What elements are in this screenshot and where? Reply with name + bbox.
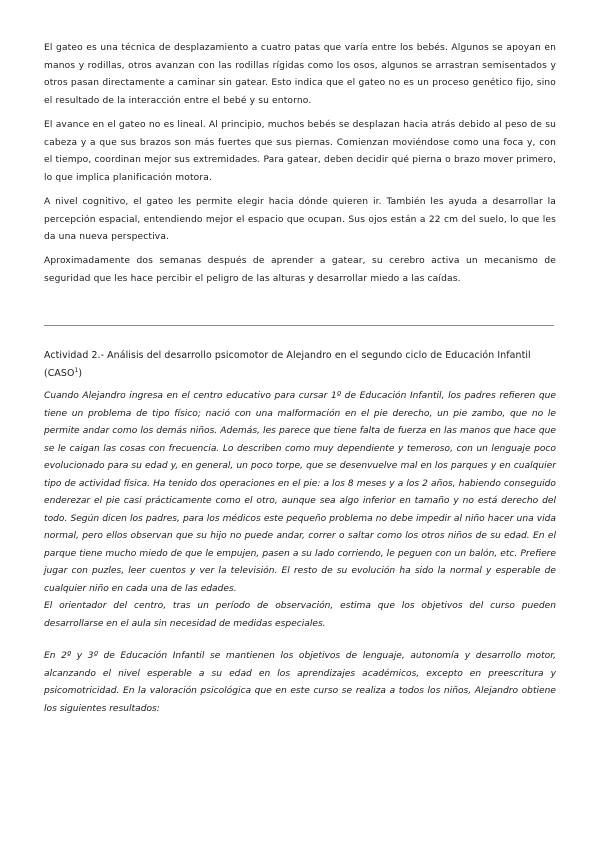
paragraph-gateo-seguridad: Aproximadamente dos semanas después de aprender a gatear, su cerebro activa un mecanismo de seguridad que les hace percibir el peligro de las alturas y desarrollar miedo a las caídas.	[44, 256, 556, 284]
activity-title-end: )	[78, 367, 83, 379]
activity-title: Actividad 2.- Análisis del desarrollo psicomotor de Alejandro en el segundo ciclo de Educación Infantil (CASO	[44, 350, 531, 379]
case-paragraph-description: Cuando Alejandro ingresa en el centro educativo para cursar 1º de Educación Infantil, los padres refieren que tiene un problema de tipo físico; nació con una malformación en el pie derecho, un pie zambo, que no le permite andar como los demás niños. Además, les parece que tiene falta de fuerza en las manos que hace que se le caigan las cosas con frecuencia. Lo describen como muy dependiente y temeroso, con un lenguaje poco evolucionado para su edad y, en general, un poco torpe, que se desenvuelve mal en los parques y en cualquier tipo de actividad física. Ha tenido dos operaciones en el pie: a los 8 meses y a los 2 años, habiendo conseguido enderezar el pie casi prácticamente como el otro, aunque sea algo inferior en tamaño y no está derecho del todo. Según dicen los padres, para los médicos este pequeño problema no debe impedir al niño hacer una vida normal, pero ellos observan que su hijo no puede andar, correr o saltar como los otros niños de su edad. En el parque tiene mucho miedo de que le empujen, pasen a su lado corriendo, le peguen con un balón, etc. Prefiere jugar con puzles, leer cuentos y ver la televisión. El resto de su evolución ha sido la normal y esperable de cualquier niño en cada una de las edades.	[44, 391, 556, 594]
footnote-reference[interactable]: 1	[74, 366, 79, 374]
section-divider	[44, 325, 554, 326]
case-paragraph-results: En 2º y 3º de Educación Infantil se mantienen los objetivos de lenguaje, autonomía y desarrollo motor, alcanzando el nivel esperable a su edad en los aprendizajes académicos, excepto en preescritura y psicomotricidad. En la valoración psicológica que en este curso se realiza a todos los niños, Alejandro obtiene los siguientes resultados:	[44, 651, 556, 714]
paragraph-gateo-avance: El avance en el gateo no es lineal. Al principio, muchos bebés se desplazan hacia atrás debido al peso de su cabeza y a que sus brazos son más fuertes que sus piernas. Comienzan moviéndose como una foca y, con el tiempo, coordinan mejor sus extremidades. Para gatear, deben decidir qué pierna o brazo mover primero, lo que implica planificación motora.	[44, 120, 556, 183]
paragraph-gateo-cognitivo: A nivel cognitivo, el gateo les permite elegir hacia dónde quieren ir. También les ayuda a desarrollar la percepción espacial, entendiendo mejor el espacio que ocupan. Sus ojos están a 22 cm del suelo, lo que les da una nueva perspectiva.	[44, 197, 556, 242]
paragraph-gateo-tecnica: El gateo es una técnica de desplazamiento a cuatro patas que varía entre los bebés. Algunos se apoyan en manos y rodillas, otros avanzan con las rodillas rígidas como los osos, algunos se arrastran semisentados y otros pasan directamente a caminar sin gatear. Esto indica que el gateo no es un proceso genético fijo, sino el resultado de la interacción entre el bebé y su entorno.	[44, 43, 556, 106]
case-paragraph-orientador: El orientador del centro, tras un período de observación, estima que los objetivos del curso pueden desarrollarse en el aula sin necesidad de medidas especiales.	[44, 601, 556, 629]
activity-heading	[44, 347, 556, 382]
